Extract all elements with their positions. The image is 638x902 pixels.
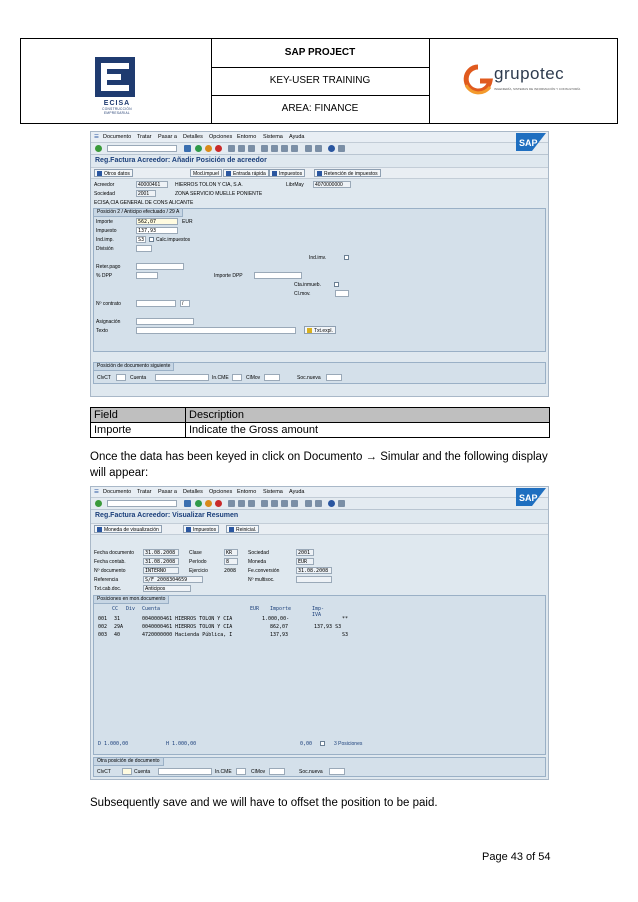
next-position-panel (93, 362, 546, 384)
acreedor-name: HIERROS TOLON Y CIA, S.A. (175, 182, 243, 188)
back-icon[interactable] (195, 145, 202, 152)
help-icon[interactable] (328, 145, 335, 152)
find-next-icon[interactable] (248, 145, 255, 152)
menu-bar-2 (91, 487, 548, 498)
clmov3-label: ClMov (251, 769, 266, 775)
cuenta-label: Cuenta (130, 375, 147, 381)
calc-impuestos-checkbox[interactable] (149, 237, 154, 242)
totals-checkbox[interactable] (320, 741, 325, 746)
reinicial-button[interactable]: Reinicial. (226, 525, 259, 533)
importe-label: Importe (96, 219, 113, 225)
svg-text:SAP: SAP (519, 138, 538, 148)
first-page-icon[interactable] (261, 500, 268, 507)
impuestos-button[interactable]: Impuestos (269, 169, 305, 177)
text-icon (307, 328, 312, 333)
col-cuenta: Cuenta (142, 606, 161, 612)
reterpago-field[interactable] (136, 263, 184, 270)
enter-icon[interactable] (95, 145, 102, 152)
mod-impuel-button[interactable]: Mod.impuel (190, 169, 222, 177)
acreedor-field[interactable]: 40000461 (136, 181, 168, 188)
menu-icon-2[interactable]: ☰ (94, 489, 99, 495)
field-column-header: Field (91, 408, 186, 423)
table-row[interactable]: 002 29A 0040000461 HIERROS TOLON Y CIA 862,07 137,93 S3 (98, 624, 342, 630)
socnueva2-field[interactable] (329, 768, 345, 775)
cancel-icon[interactable] (215, 500, 222, 507)
feconv-field[interactable]: 31.08.2008 (296, 567, 332, 574)
enter-icon[interactable] (95, 500, 102, 507)
sap-logo-icon (516, 133, 546, 151)
position-panel-title: Posición 2 / Anticipo efectuado / 29 A (94, 209, 183, 217)
impuesto-field[interactable]: 137,93 (136, 227, 178, 234)
retencion-impuestos-button[interactable]: Retención de impuestos (314, 169, 381, 177)
importe-field[interactable]: 562,07 (136, 218, 178, 225)
division-label: División (96, 246, 114, 252)
ecisa-logo-icon (95, 57, 135, 97)
table-row[interactable]: 003 40 4720000000 Hacienda Pública, I 137,93 S3 (98, 632, 349, 638)
help-icon[interactable] (328, 500, 335, 507)
grupotec-tagline: INGENIERÍA, SISTEMAS DE INFORMACIÓN Y CONSULTORÍA (494, 87, 581, 91)
cancel-icon[interactable] (215, 145, 222, 152)
layout-icon[interactable] (338, 500, 345, 507)
application-toolbar (91, 167, 548, 179)
clvct2-label: ClvCT (97, 769, 111, 775)
texto-field[interactable] (136, 327, 296, 334)
col-impiva: Imp-IVA (312, 606, 325, 618)
print-icon[interactable] (228, 500, 235, 507)
first-page-icon[interactable] (261, 145, 268, 152)
menu-detalles[interactable]: Detalles (183, 134, 203, 140)
sociedad2-field[interactable]: 2001 (296, 549, 314, 556)
dpp-field[interactable] (136, 272, 158, 279)
new-session-icon[interactable] (305, 500, 312, 507)
print-icon[interactable] (228, 145, 235, 152)
libmay-field[interactable]: 4070000000 (313, 181, 351, 188)
cuenta2-field[interactable] (158, 768, 212, 775)
indimp-field[interactable]: S3 (138, 237, 145, 243)
menu-tratar-2[interactable]: Tratar (137, 489, 152, 495)
sociedad-label: Sociedad (94, 191, 115, 197)
command-field[interactable] (107, 145, 177, 152)
find-next-icon[interactable] (248, 500, 255, 507)
svg-text:SAP: SAP (519, 493, 538, 503)
description-column-header: Description (186, 408, 550, 423)
sociedad-field[interactable]: 2001 (136, 190, 156, 197)
currency-icon (97, 527, 102, 532)
save-icon[interactable] (184, 500, 191, 507)
reset-icon (229, 527, 234, 532)
menu-opciones[interactable]: Opciones (209, 134, 233, 140)
incme-field[interactable] (232, 374, 242, 381)
moneda-field[interactable]: EUR (296, 558, 314, 565)
feconv-label: Fe.conversión (248, 568, 280, 574)
sap-screen-add-position (90, 131, 549, 397)
menu-tratar[interactable]: Tratar (137, 134, 152, 140)
ndoc-label: Nº documento (94, 568, 126, 574)
tax-icon (186, 527, 191, 532)
area-title: AREA: FINANCE (281, 103, 359, 114)
importedpp-field[interactable] (254, 272, 302, 279)
grupotec-logo-cell (429, 39, 618, 123)
field-cell: Importe (91, 423, 186, 438)
prev-page-icon[interactable] (271, 145, 278, 152)
back-icon[interactable] (195, 500, 202, 507)
texto-label: Texto (96, 328, 108, 334)
socnueva-label: Soc.nueva (297, 375, 321, 381)
details-icon (97, 171, 102, 176)
menu-sistema[interactable]: Sistema (263, 134, 283, 140)
contrato-field[interactable] (136, 300, 176, 307)
incme-label: In.CME (212, 375, 229, 381)
ecisa-logo-cell (21, 39, 212, 123)
withholding-icon (317, 171, 322, 176)
clmov2-label: ClMov (246, 375, 261, 381)
incme2-field[interactable] (236, 768, 246, 775)
shortcut-icon[interactable] (315, 500, 322, 507)
other-position-panel (93, 757, 546, 777)
clvct2-field[interactable] (122, 768, 132, 775)
col-div: Div (126, 606, 136, 612)
menu-icon[interactable]: ☰ (94, 134, 99, 140)
screen-title: Reg.Factura Acreedor: Añadir Posición de acreedor (95, 157, 267, 164)
company-line: ECISA,CIA GENERAL DE CONS ALICANTE (94, 200, 194, 206)
asignacion-label: Asignación (96, 319, 121, 325)
fecha-contab-field[interactable]: 31.08.2008 (143, 558, 179, 565)
incme2-label: In.CME (215, 769, 232, 775)
prev-page-icon[interactable] (271, 500, 278, 507)
project-title: SAP PROJECT (211, 39, 429, 68)
closing-paragraph: Subsequently save and we will have to offset the position to be paid. (90, 797, 438, 809)
ctainmueb-label: Cta.inmueb. (294, 282, 321, 288)
impuestos-button-2[interactable]: Impuestos (183, 525, 219, 533)
asignacion-field[interactable] (136, 318, 194, 325)
other-position-title: Otra posición de documento (94, 758, 164, 766)
otros-datos-button[interactable]: Otros datos (94, 169, 133, 177)
clvct-field[interactable] (116, 374, 126, 381)
referencia-field[interactable]: S/F 2008304659 (143, 576, 203, 583)
last-page-icon[interactable] (291, 500, 298, 507)
description-cell: Indicate the Gross amount (186, 423, 550, 438)
screen-title-2: Reg.Factura Acreedor: Visualizar Resumen (95, 512, 239, 519)
sociedad-name: ZONA SERVICIO MUELLE PONIENTE (175, 191, 263, 197)
calc-impuestos-label: Calc.impuestos (156, 237, 191, 243)
indimp-label: Ind.imp. (96, 237, 114, 243)
referencia-label: Referencia (94, 577, 119, 583)
periodo-label: Período (189, 559, 207, 565)
posiciones-count: 3 Posiciones (334, 741, 363, 747)
haber-total: H 1.000,00 (166, 741, 197, 747)
standard-toolbar-2 (91, 498, 548, 510)
col-cc: CC (112, 606, 119, 612)
layout-icon[interactable] (338, 145, 345, 152)
exit-icon[interactable] (205, 145, 212, 152)
field-description-table (90, 407, 550, 438)
sap-logo-icon (516, 488, 546, 506)
exit-icon[interactable] (205, 500, 212, 507)
positions-panel-title: Posiciones en mon.documento (94, 596, 169, 604)
fast-entry-icon (226, 171, 231, 176)
division-field[interactable] (136, 245, 152, 252)
impuesto-label: Impuesto (96, 228, 117, 234)
currency-label: EUR (182, 219, 193, 225)
ejercicio-label: Ejercicio (189, 568, 208, 574)
clmov2-field[interactable] (264, 374, 280, 381)
clvct-label: ClvCT (97, 375, 111, 381)
saldo-total: 0,00 (300, 741, 313, 747)
page-number: Page 43 of 54 (482, 851, 551, 863)
contrato-type-field[interactable]: / (180, 300, 190, 307)
tax-icon (272, 171, 277, 176)
importedpp-label: Importe DPP (214, 273, 243, 279)
entrada-rapida-button[interactable]: Entrada rápida (223, 169, 269, 177)
find-icon[interactable] (238, 500, 245, 507)
table-header-row (91, 408, 550, 423)
table-row (91, 423, 550, 438)
next-page-icon[interactable] (281, 145, 288, 152)
menu-pasar-a-2[interactable]: Pasar a (158, 489, 177, 495)
clase-label: Clase (189, 550, 202, 556)
positions-panel (93, 595, 546, 755)
menu-sistema-2[interactable]: Sistema (263, 489, 283, 495)
position-panel (93, 208, 546, 352)
txtexpl-button[interactable]: Txt.expl. (304, 326, 336, 334)
find-icon[interactable] (238, 145, 245, 152)
txtcab-label: Txt.cab.doc. (94, 586, 122, 592)
socnueva-field[interactable] (326, 374, 342, 381)
menu-entorno-2[interactable]: Entorno (237, 489, 257, 495)
socnueva2-label: Soc.nueva (299, 769, 323, 775)
sap-screen-summary (90, 486, 549, 780)
new-session-icon[interactable] (305, 145, 312, 152)
acreedor-label: Acreedor (94, 182, 115, 188)
contrato-label: Nº contrato (96, 301, 121, 307)
instruction-paragraph: Once the data has been keyed in click on Documento → Simular and the following display will appear: (90, 451, 548, 479)
moneda-label: Moneda (248, 559, 267, 565)
menu-pasar-a[interactable]: Pasar a (158, 134, 177, 140)
standard-toolbar (91, 143, 548, 155)
cuenta-field[interactable] (155, 374, 209, 381)
moneda-visualizacion-button[interactable]: Moneda de visualización (94, 525, 162, 533)
clase-field[interactable]: KR (224, 549, 238, 556)
ejercicio-value: 2008 (224, 568, 237, 574)
txtcab-field[interactable]: Anticipos (143, 585, 191, 592)
multisoc-field[interactable] (296, 576, 332, 583)
fecha-contab-label: Fecha contab. (94, 559, 126, 565)
application-toolbar-2 (91, 523, 548, 535)
last-page-icon[interactable] (291, 145, 298, 152)
save-icon[interactable] (184, 145, 191, 152)
next-position-title: Posición de documento siguiente (94, 363, 174, 371)
fecha-doc-field[interactable]: 31.08.2008 (143, 549, 179, 556)
dpp-label: % DPP (96, 273, 113, 279)
sociedad2-label: Sociedad (248, 550, 269, 556)
indimv-label: Ind.imv. (309, 255, 327, 261)
header-table (20, 38, 618, 124)
debe-total: D 1.000,00 (98, 741, 129, 747)
menu-ayuda[interactable]: Ayuda (289, 134, 305, 140)
menu-detalles-2[interactable]: Detalles (183, 489, 203, 495)
multisoc-label: Nº multisoc. (248, 577, 275, 583)
menu-documento[interactable]: Documento (103, 134, 132, 140)
menu-opciones-2[interactable]: Opciones (209, 489, 233, 495)
ndoc-field[interactable]: INTERNO (143, 567, 179, 574)
clmov-field[interactable] (335, 290, 349, 297)
menu-documento-2[interactable]: Documento (103, 489, 132, 495)
table-row[interactable]: 001 31 0040000461 HIERROS TOLON Y CIA 1.000,00- ** (98, 616, 349, 622)
col-eur: EUR (250, 606, 260, 612)
next-page-icon[interactable] (281, 500, 288, 507)
clmov3-field[interactable] (269, 768, 285, 775)
command-field[interactable] (107, 500, 177, 507)
cuenta2-label: Cuenta (134, 769, 151, 775)
reterpago-label: Reter.pago (96, 264, 121, 270)
menu-ayuda-2[interactable]: Ayuda (289, 489, 305, 495)
shortcut-icon[interactable] (315, 145, 322, 152)
menu-entorno[interactable]: Entorno (237, 134, 257, 140)
col-importe: Importe (270, 606, 292, 612)
indimv-checkbox[interactable] (344, 255, 349, 260)
ecisa-logo-text: ECISA CONSTRUCCIÓN EMPRESARIAL (102, 100, 132, 115)
grupotec-wordmark: grupotec (494, 64, 565, 83)
clmov-label: Cl.mov. (294, 291, 311, 297)
menu-bar (91, 132, 548, 143)
ctainmueb-checkbox[interactable] (334, 282, 339, 287)
fecha-doc-label: Fecha documento (94, 550, 135, 556)
libmay-label: LibrMay (286, 182, 304, 188)
training-title: KEY-USER TRAINING (211, 67, 429, 96)
periodo-field[interactable]: 8 (224, 558, 238, 565)
